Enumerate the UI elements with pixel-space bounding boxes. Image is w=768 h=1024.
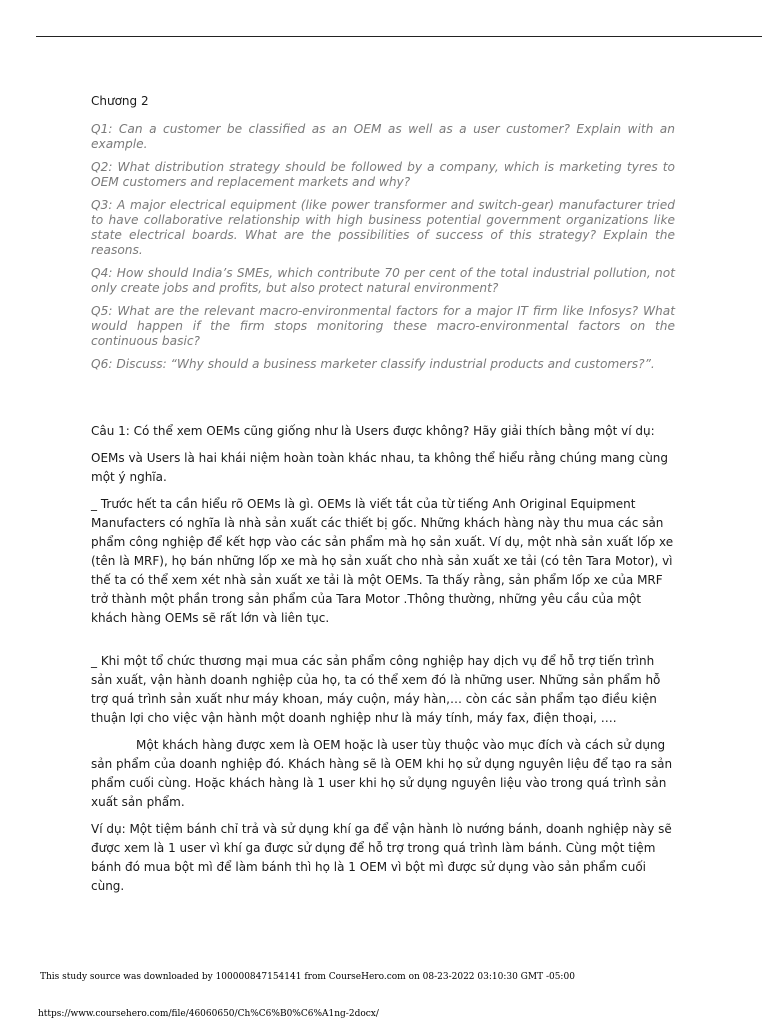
answer-paragraph: OEMs và Users là hai khái niệm hoàn toàn khác nhau, ta không thể hiểu rằng chúng mang cùng một ý nghĩa. [91, 451, 669, 484]
question-3: Q3: A major electrical equipment (like power transformer and switch-gear) manufacturer tried to have collaborative relationship with high business potential government organizations like state electrical boards. What are the possibilities of success of this strategy? Explain the reasons. [91, 198, 675, 257]
download-source-note: This study source was downloaded by 100000847154141 from CourseHero.com on 08-23-2022 03:10:30 GMT -05:00 [40, 972, 575, 982]
question-2: Q2: What distribution strategy should be followed by a company, which is marketing tyres to OEM customers and replacement markets and why? [91, 160, 675, 189]
question-1: Q1: Can a customer be classified as an OEM as well as a user customer? Explain with an example. [91, 122, 675, 151]
question-4: Q4: How should India’s SMEs, which contribute 70 per cent of the total industrial pollution, not only create jobs and profits, but also protect natural environment? [91, 266, 675, 295]
source-url: https://www.coursehero.com/file/46060650/Ch%C6%B0%C6%A1ng-2docx/ [38, 1009, 379, 1019]
answer-paragraph: _ Trước hết ta cần hiểu rõ OEMs là gì. OEMs là viết tắt của từ tiếng Anh Original Equipment Manufacters có nghĩa là nhà sản xuất các thiết bị gốc. Những khách hàng này thu mua các sản phẩm công nghiệp để kết hợp vào các sản phẩm mà họ sản xuất. Ví dụ, một nhà sản xuất lốp xe (tên là MRF), họ bán những lốp xe mà họ sản xuất cho nhà sản xuất xe tải (có tên Tara Motor), vì thế ta có thể xem xét nhà sản xuất xe tải là một OEMs. Ta thấy rằng, sản phẩm lốp xe của MRF trở thành một phần trong sản phẩm của Tara Motor .Thông thường, những yêu cầu của một khách hàng OEMs sẽ rất lớn và liên tục. [91, 497, 674, 625]
question-5: Q5: What are the relevant macro-environmental factors for a major IT firm like Infosys? What would happen if the firm stops monitoring these macro-environmental factors on the continuous basic? [91, 304, 675, 348]
answer-paragraph: _ Khi một tổ chức thương mại mua các sản phẩm công nghiệp hay dịch vụ để hỗ trợ tiến trình sản xuất, vận hành doanh nghiệp của họ, ta có thể xem đó là những user. Những sản phẩm hỗ trợ quá trình sản xuất như máy khoan, máy cuộn, máy hàn,… còn các sản phẩm tạo điều kiện thuận lợi cho việc vận hành một doanh nghiệp như là máy tính, máy fax, điện thoại, …. [91, 654, 661, 725]
answer-paragraph: Ví dụ: Một tiệm bánh chỉ trả và sử dụng khí ga để vận hành lò nướng bánh, doanh nghiệp này sẽ được xem là 1 user vì khí ga được sử dụng để hỗ trợ trong quá trình làm bánh. Cùng một tiệm bánh đó mua bột mì để làm bánh thì họ là 1 OEM vì bột mì được sử dụng vào sản phẩm cuối cùng. [91, 822, 672, 893]
header-rule [36, 36, 762, 37]
question-6: Q6: Discuss: “Why should a business marketer classify industrial products and customers?”. [91, 357, 655, 371]
answer-paragraph: Một khách hàng được xem là OEM hoặc là user tùy thuộc vào mục đích và cách sử dụng sản phẩm của doanh nghiệp đó. Khách hàng sẽ là OEM khi họ sử dụng nguyên liệu để tạo ra sản phẩm cuối cùng. Hoặc khách hàng là 1 user khi họ sử dụng nguyên liệu vào trong quá trình sản xuất sản phẩm. [91, 738, 673, 809]
answer-section [91, 422, 675, 904]
question-list [91, 122, 675, 380]
chapter-title: Chương 2 [91, 94, 149, 108]
answer-heading: Câu 1: Có thể xem OEMs cũng giống như là Users được không? Hãy giải thích bằng một ví dụ: [91, 424, 655, 438]
